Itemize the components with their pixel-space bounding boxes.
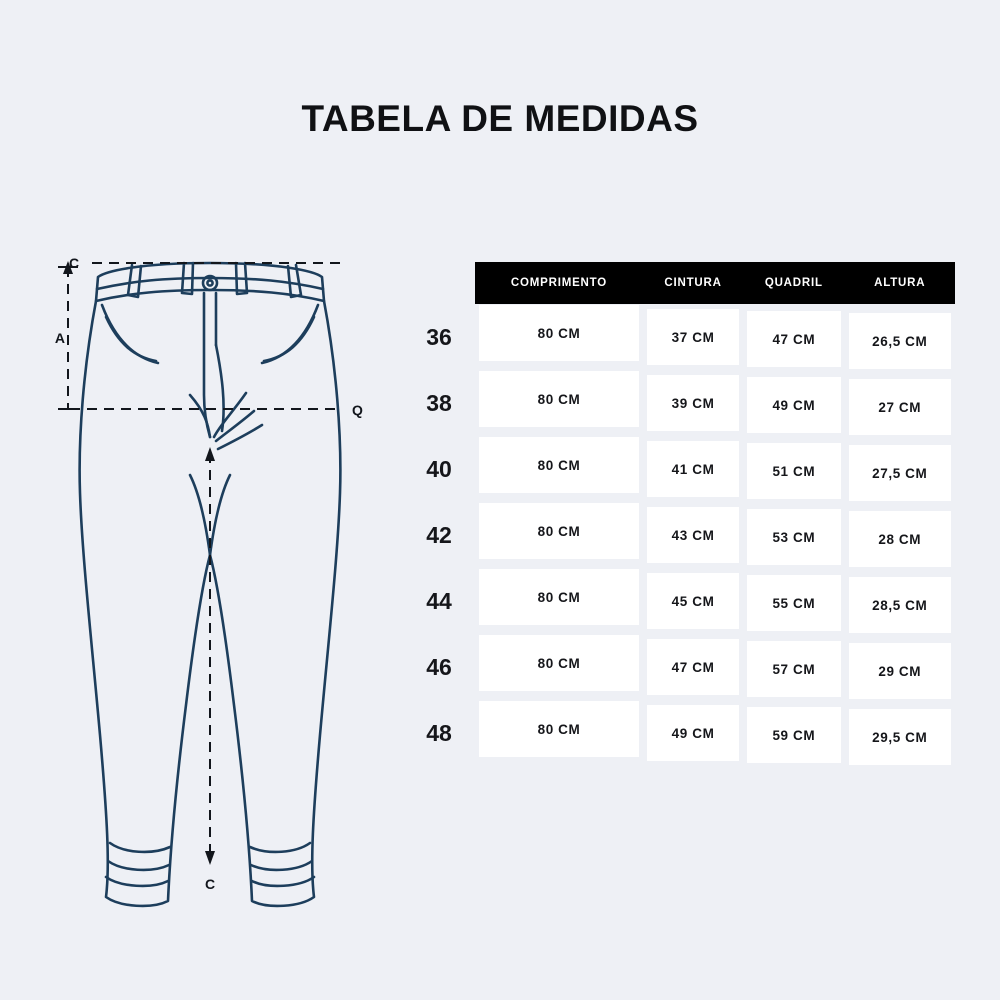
jeans-technical-drawing	[40, 225, 440, 915]
cell-quadril	[743, 436, 844, 502]
size-label: 46	[426, 653, 452, 680]
table-row	[403, 370, 955, 436]
cell-cintura	[643, 502, 743, 568]
cell-comprimento	[475, 568, 643, 634]
table-row	[403, 634, 955, 700]
measurements-table	[403, 262, 955, 766]
cell-value: 27,5 CM	[849, 445, 952, 501]
dimension-label-q: Q	[352, 402, 363, 418]
size-label: 48	[426, 719, 452, 746]
cell-value: 26,5 CM	[849, 313, 952, 369]
cell-value: 29,5 CM	[849, 709, 952, 765]
cell-comprimento	[475, 634, 643, 700]
cell-comprimento	[475, 436, 643, 502]
table-row	[403, 700, 955, 766]
cell-value: 80 CM	[479, 701, 639, 757]
cell-altura	[845, 304, 956, 370]
table-row	[403, 568, 955, 634]
cell-value: 80 CM	[479, 569, 639, 625]
size-label: 44	[426, 587, 452, 614]
cell-value: 80 CM	[479, 635, 639, 691]
column-header-comprimento: COMPRIMENTO	[475, 262, 643, 304]
cell-value: 80 CM	[479, 503, 639, 559]
cell-quadril	[743, 370, 844, 436]
cell-value: 80 CM	[479, 371, 639, 427]
table-row	[403, 436, 955, 502]
cell-comprimento	[475, 304, 643, 370]
page-title: TABELA DE MEDIDAS	[301, 98, 699, 139]
cell-altura	[845, 502, 956, 568]
column-header-quadril: QUADRIL	[743, 262, 844, 304]
cell-quadril	[743, 304, 844, 370]
cell-value: 47 CM	[647, 639, 739, 695]
cell-quadril	[743, 700, 844, 766]
cell-value: 57 CM	[747, 641, 840, 697]
cell-cintura	[643, 304, 743, 370]
cell-value: 51 CM	[747, 443, 840, 499]
cell-comprimento	[475, 370, 643, 436]
cell-value: 47 CM	[747, 311, 840, 367]
dimension-label-a: A	[54, 330, 65, 346]
dimension-label-c-top: C	[68, 255, 80, 271]
cell-value: 29 CM	[849, 643, 952, 699]
column-header-cintura: CINTURA	[643, 262, 743, 304]
cell-value: 39 CM	[647, 375, 739, 431]
size-label: 42	[426, 521, 452, 548]
cell-quadril	[743, 568, 844, 634]
table-row	[403, 502, 955, 568]
cell-quadril	[743, 502, 844, 568]
cell-altura	[845, 436, 956, 502]
cell-altura	[845, 700, 956, 766]
size-label: 38	[426, 389, 452, 416]
cell-cintura	[643, 700, 743, 766]
cell-value: 49 CM	[747, 377, 840, 433]
cell-altura	[845, 634, 956, 700]
cell-comprimento	[475, 700, 643, 766]
header-size-blank	[403, 262, 475, 304]
cell-quadril	[743, 634, 844, 700]
size-label: 40	[426, 455, 452, 482]
cell-altura	[845, 568, 956, 634]
cell-value: 80 CM	[479, 437, 639, 493]
cell-value: 37 CM	[647, 309, 739, 365]
size-label: 36	[426, 323, 452, 350]
cell-value: 27 CM	[849, 379, 952, 435]
cell-value: 41 CM	[647, 441, 739, 497]
cell-comprimento	[475, 502, 643, 568]
cell-value: 55 CM	[747, 575, 840, 631]
cell-cintura	[643, 634, 743, 700]
cell-value: 49 CM	[647, 705, 739, 761]
table-header-row	[403, 262, 955, 304]
column-header-altura: ALTURA	[845, 262, 956, 304]
cell-altura	[845, 370, 956, 436]
cell-value: 45 CM	[647, 573, 739, 629]
cell-cintura	[643, 370, 743, 436]
cell-value: 80 CM	[479, 305, 639, 361]
table-row	[403, 304, 955, 370]
cell-cintura	[643, 568, 743, 634]
cell-value: 43 CM	[647, 507, 739, 563]
cell-cintura	[643, 436, 743, 502]
cell-value: 59 CM	[747, 707, 840, 763]
cell-value: 53 CM	[747, 509, 840, 565]
cell-value: 28,5 CM	[849, 577, 952, 633]
dimension-label-c-inseam: C	[204, 876, 216, 892]
cell-value: 28 CM	[849, 511, 952, 567]
